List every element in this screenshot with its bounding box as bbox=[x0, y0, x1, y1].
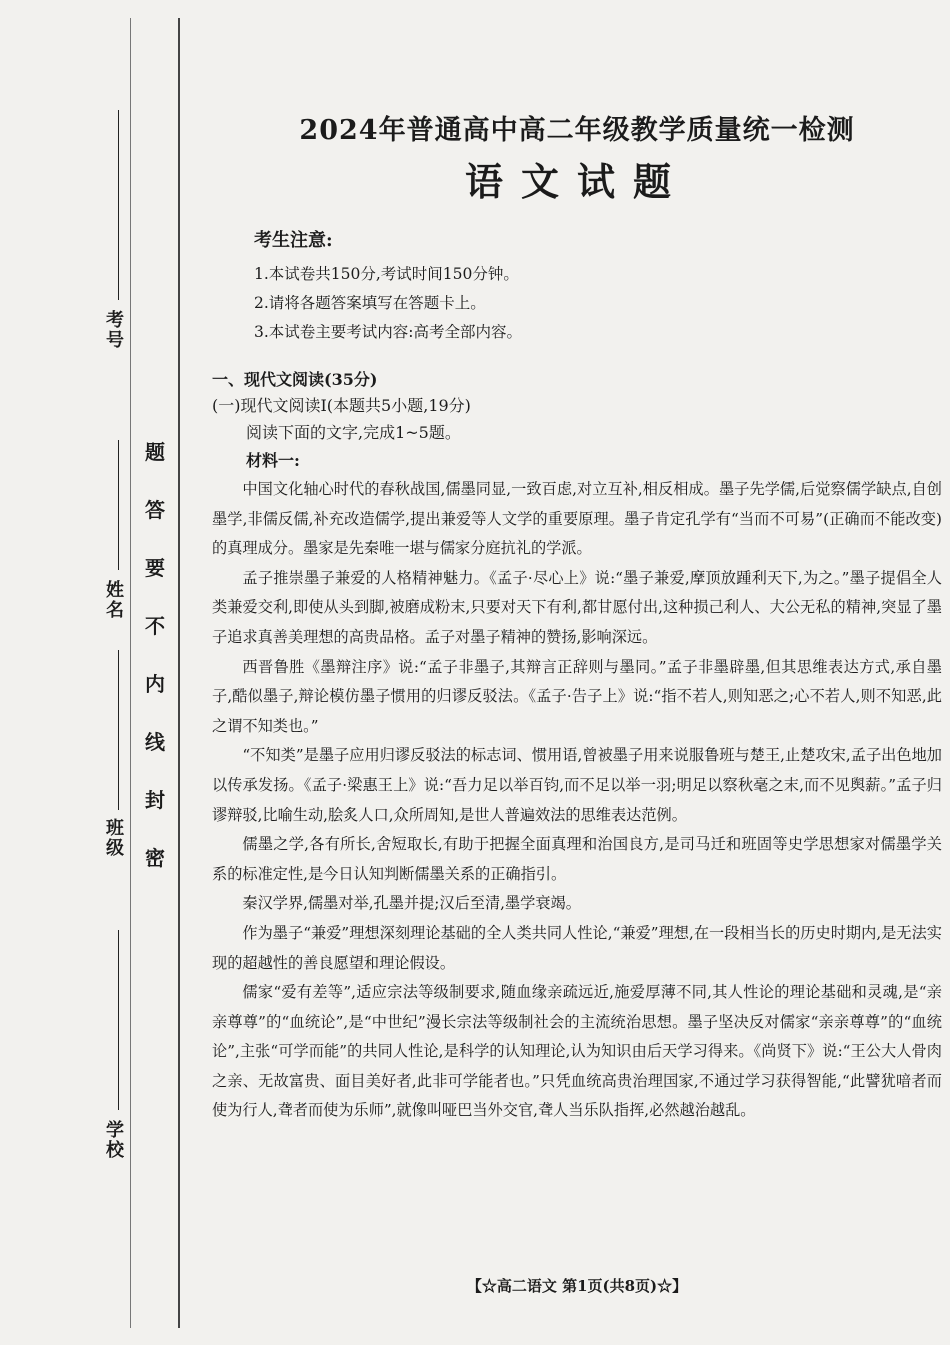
exam-page bbox=[212, 108, 942, 1126]
binding-margin bbox=[0, 0, 180, 1345]
notice-char: 不 bbox=[145, 614, 165, 638]
notice-char: 要 bbox=[145, 556, 165, 580]
name-label: 姓名 bbox=[103, 580, 124, 620]
exam-title: 2024年普通高中高二年级教学质量统一检测 bbox=[299, 115, 855, 146]
notice-char: 线 bbox=[145, 730, 165, 754]
notice-item: 1.本试卷共150分,考试时间150分钟。 bbox=[254, 265, 519, 283]
exam-number-label: 考号 bbox=[103, 310, 124, 350]
section-title: 一、现代文阅读(35分) bbox=[212, 370, 378, 389]
notice-item: 3.本试卷主要考试内容:高考全部内容。 bbox=[254, 323, 523, 341]
text-paragraph: 中国文化轴心时代的春秋战国,儒墨同显,一致百虑,对立互补,相反相成。墨子先学儒,后觉察儒学缺点,自创墨学,非儒反儒,补充改造儒学,提出兼爱等人文学的重要原理。墨子肯定孔学有“当而不可易”(正确而不能改变)的真理成分。墨家是先秦唯一堪与儒家分庭抗礼的学派。 bbox=[212, 480, 942, 558]
notice-heading: 考生注意: bbox=[254, 230, 333, 251]
candidate-notice bbox=[212, 226, 942, 347]
seal-line-notice bbox=[140, 440, 170, 904]
exam-number-line bbox=[118, 110, 119, 300]
subsection-title: (一)现代文阅读Ⅰ(本题共5小题,19分) bbox=[212, 396, 471, 415]
notice-char: 内 bbox=[145, 672, 165, 696]
school-label: 学校 bbox=[103, 1120, 124, 1160]
material-label: 材料一: bbox=[246, 451, 300, 470]
school-line bbox=[118, 930, 119, 1110]
name-line bbox=[118, 440, 119, 570]
notice-char: 题 bbox=[145, 440, 165, 464]
subject-title: 语文试题 bbox=[464, 159, 689, 204]
class-label: 班级 bbox=[103, 818, 124, 858]
text-paragraph: “不知类”是墨子应用归谬反驳法的标志词、惯用语,曾被墨子用来说服鲁班与楚王,止楚攻宋,孟子出色地加以传承发扬。《孟子·梁惠王上》说:“吾力足以举百钧,而不足以举一羽;明足以察秋毫之末,而不见舆薪。”孟子归谬辩驳,比喻生动,脍炙人口,众所周知,是世人普遍效法的思维表达范例。 bbox=[212, 746, 942, 824]
text-paragraph: 作为墨子“兼爱”理想深刻理论基础的全人类共同人性论,“兼爱”理想,在一段相当长的历史时期内,是无法实现的超越性的善良愿望和理论假设。 bbox=[212, 923, 942, 972]
notice-char: 封 bbox=[145, 788, 165, 812]
notice-char: 答 bbox=[145, 498, 165, 522]
notice-char: 密 bbox=[145, 846, 165, 870]
notice-item: 2.请将各题答案填写在答题卡上。 bbox=[254, 294, 486, 312]
text-paragraph: 孟子推崇墨子兼爱的人格精神魅力。《孟子·尽心上》说:“墨子兼爱,摩顶放踵利天下,为之。”墨子提倡全人类兼爱交利,即使从头到脚,被磨成粉末,只要对天下有利,都甘愿付出,这种损己利人、大公无私的精神,突显了墨子追求真善美理想的高贵品格。孟子对墨子精神的赞扬,影响深远。 bbox=[212, 568, 942, 646]
school-field[interactable] bbox=[86, 930, 126, 1170]
class-line bbox=[118, 650, 119, 810]
name-field[interactable] bbox=[86, 440, 126, 640]
text-paragraph: 秦汉学界,儒墨对举,孔墨并提;汉后至清,墨学衰竭。 bbox=[242, 894, 581, 913]
text-paragraph: 西晋鲁胜《墨辩注序》说:“孟子非墨子,其辩言正辞则与墨同。”孟子非墨辟墨,但其思维表达方式,承自墨子,酷似墨子,辩论模仿墨子惯用的归谬反驳法。《孟子·告子上》说:“指不若人,则知恶之;心不若人,则不知恶,此之谓不知类也。” bbox=[212, 657, 942, 735]
text-paragraph: 儒墨之学,各有所长,舍短取长,有助于把握全面真理和治国良方,是司马迁和班固等史学思想家对儒墨学关系的标准定性,是今日认知判断儒墨关系的正确指引。 bbox=[212, 835, 942, 883]
margin-rule-inner bbox=[178, 18, 180, 1328]
margin-rule-outer bbox=[130, 18, 131, 1328]
page-footer: 【☆高二语文 第1页(共8页)☆】 bbox=[466, 1277, 688, 1295]
text-paragraph: 儒家“爱有差等”,适应宗法等级制要求,随血缘亲疏远近,施爱厚薄不同,其人性论的理论基础和灵魂,是“亲亲尊尊”的“血统论”,是“中世纪”漫长宗法等级制社会的主流统治思想。墨子坚决反对儒家“亲亲尊尊”的“血统论”,主张“可学而能”的共同人性论,是科学的认知理论,认为知识由后天学习得来。《尚贤下》说:“王公大人骨肉之亲、无故富贵、面目美好者,此非可学能者也。”只凭血统高贵治理国家,不通过学习获得智能,“此譬犹喑者而使为行人,聋者而使为乐师”,就像叫哑巴当外交官,聋人当乐队指挥,必然越治越乱。 bbox=[212, 983, 942, 1120]
exam-number-field[interactable] bbox=[86, 110, 126, 410]
reading-instruction: 阅读下面的文字,完成1~5题。 bbox=[246, 423, 461, 442]
class-field[interactable] bbox=[86, 650, 126, 880]
